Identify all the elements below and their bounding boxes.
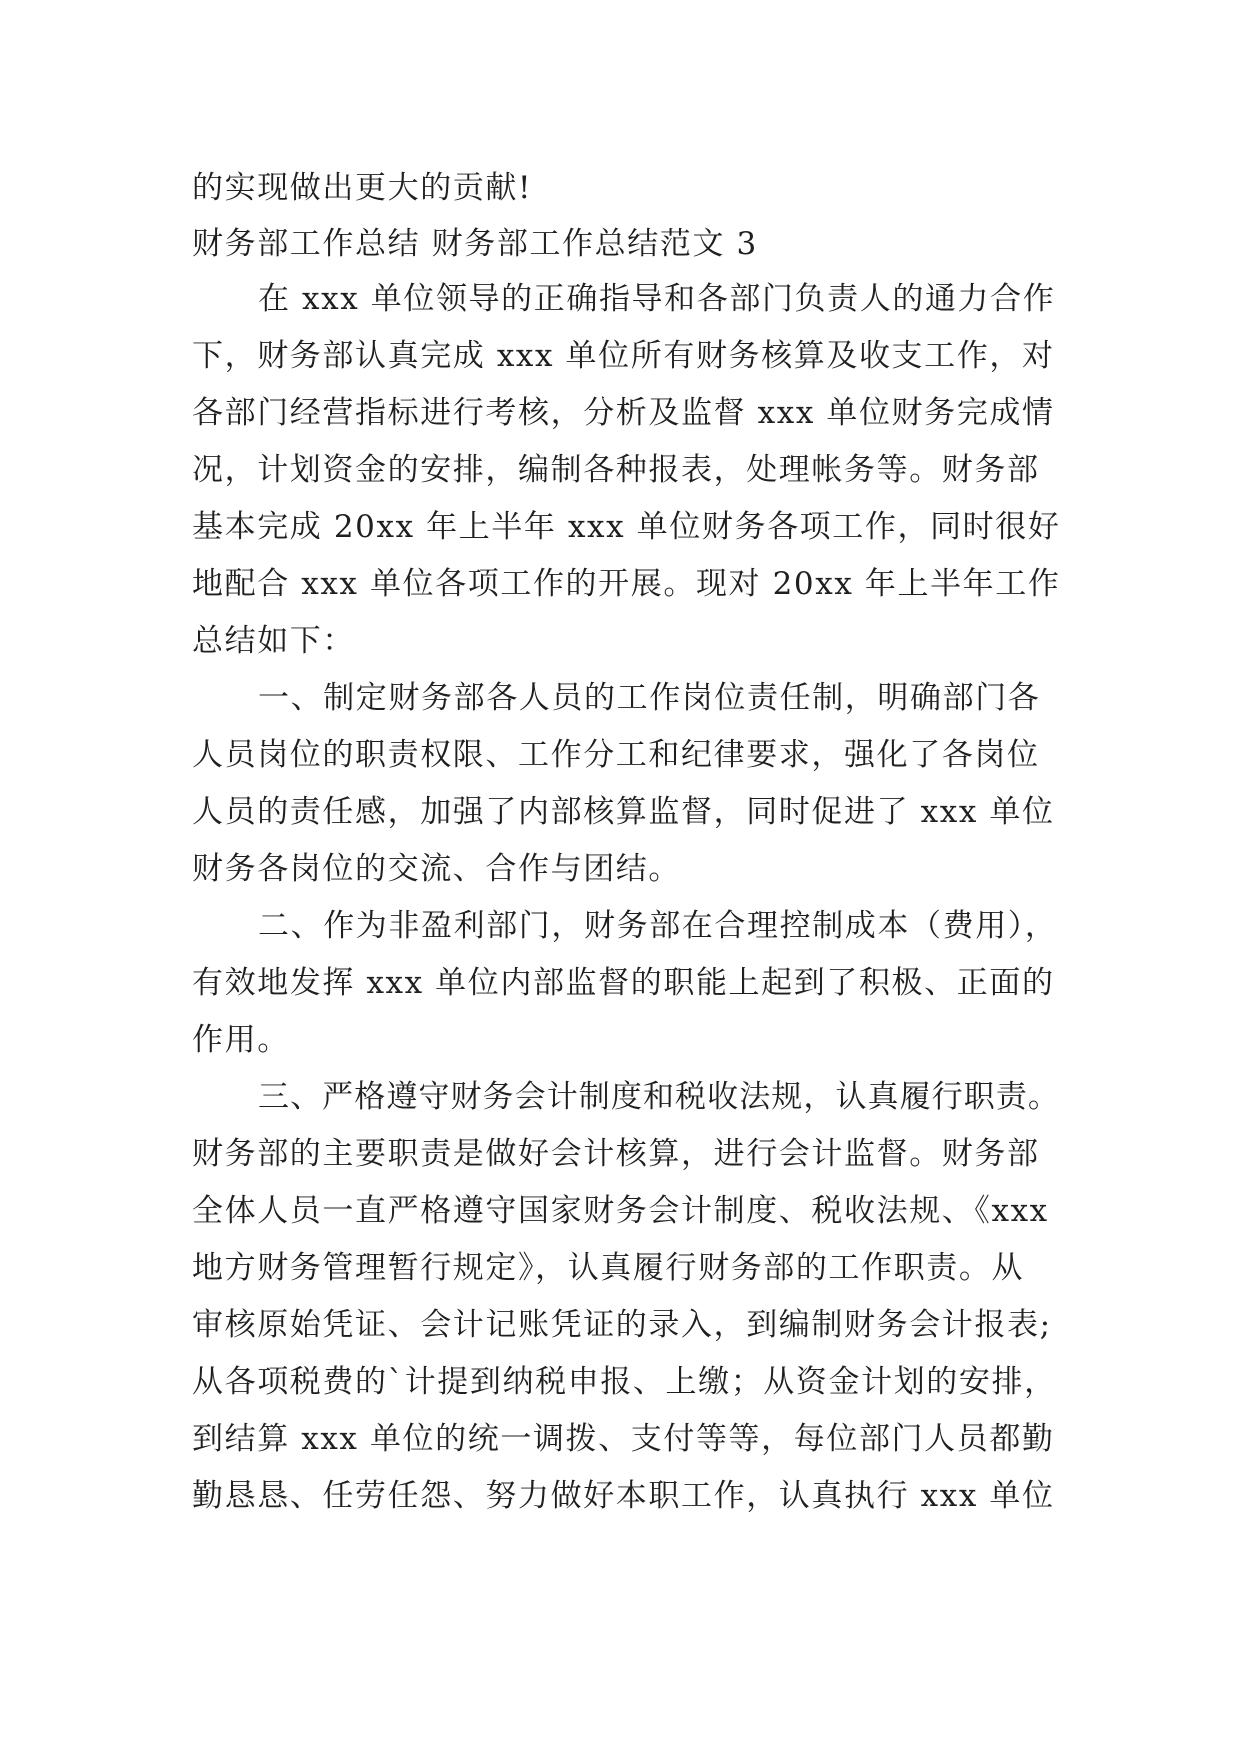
paragraph-line: 地配合 xxx 单位各项工作的开展。现对 20xx 年上半年工作 xyxy=(192,566,1061,602)
paragraph-line: 到结算 xxx 单位的统一调拨、支付等等，每位部门人员都勤 xyxy=(192,1421,1055,1457)
section-title: 财务部工作总结 财务部工作总结范文 3 xyxy=(192,226,758,262)
paragraph-line: 总结如下： xyxy=(192,623,355,659)
paragraph-line: 勤恳恳、任劳任怨、努力做好本职工作，认真执行 xxx 单位 xyxy=(192,1478,1055,1514)
paragraph-line: 二、作为非盈利部门，财务部在合理控制成本（费用）， xyxy=(258,908,1058,944)
paragraph-line: 财务部的主要职责是做好会计核算，进行会计监督。财务部 xyxy=(192,1136,1040,1172)
paragraph-line: 一、制定财务部各人员的工作岗位责任制，明确部门各 xyxy=(258,680,1041,716)
paragraph-line: 全体人员一直严格遵守国家财务会计制度、税收法规、《xxx xyxy=(192,1193,1049,1229)
paragraph-line: 三、严格遵守财务会计制度和税收法规，认真履行职责。 xyxy=(258,1079,1060,1115)
paragraph-line: 作用。 xyxy=(192,1022,290,1058)
paragraph-line: 各部门经营指标进行考核，分析及监督 xxx 单位财务完成情 xyxy=(192,395,1055,431)
paragraph-line: 人员岗位的职责权限、工作分工和纪律要求，强化了各岗位 xyxy=(192,737,1040,773)
paragraph-line: 况，计划资金的安排，编制各种报表，处理帐务等。财务部 xyxy=(192,452,1040,488)
paragraph-line: 下，财务部认真完成 xxx 单位所有财务核算及收支工作，对 xyxy=(192,338,1055,374)
paragraph-line: 在 xxx 单位领导的正确指导和各部门负责人的通力合作 xyxy=(258,281,1056,317)
paragraph-line: 财务各岗位的交流、合作与团结。 xyxy=(192,851,681,887)
paragraph-line: 从各项税费的`计提到纳税申报、上缴；从资金计划的安排， xyxy=(192,1364,1057,1400)
paragraph-line: 基本完成 20xx 年上半年 xxx 单位财务各项工作，同时很好 xyxy=(192,509,1061,545)
paragraph-line: 人员的责任感，加强了内部核算监督，同时促进了 xxx 单位 xyxy=(192,794,1055,830)
text-line: 的实现做出更大的贡献! xyxy=(192,170,533,206)
paragraph-line: 有效地发挥 xxx 单位内部监督的职能上起到了积极、正面的 xyxy=(192,965,1055,1001)
paragraph-line: 地方财务管理暂行规定》，认真履行财务部的工作职责。从 xyxy=(192,1250,1025,1286)
paragraph-line: 审核原始凭证、会计记账凭证的录入，到编制财务会计报表; xyxy=(192,1307,1052,1343)
